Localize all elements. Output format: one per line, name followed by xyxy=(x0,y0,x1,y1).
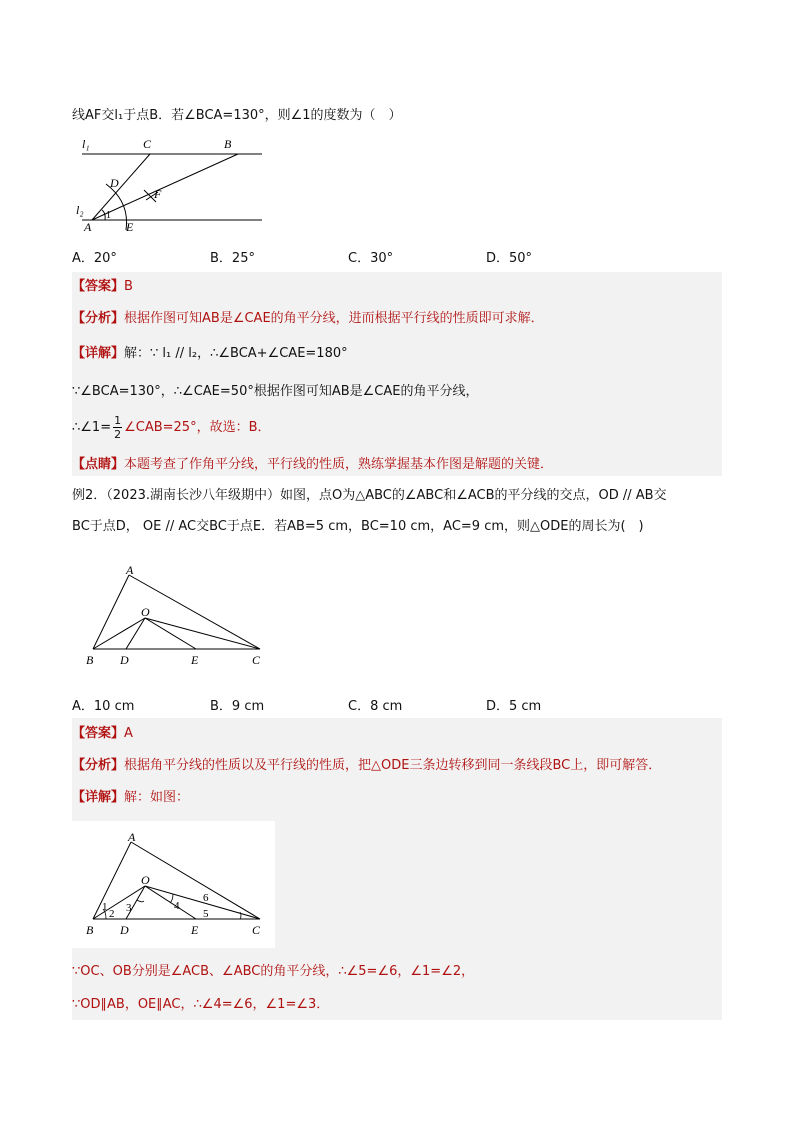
label-o: O xyxy=(141,605,150,619)
label-b: B xyxy=(224,137,232,151)
q1-stem: 线AF交l₁于点B．若∠BCA=130°，则∠1的度数为（ ） xyxy=(72,108,402,123)
q1-option-d[interactable]: D．50° xyxy=(486,251,533,266)
q2-figure xyxy=(80,560,270,670)
q2-detail-2: ∵OC、OB分别是∠ACB、∠ABC的角平分线，∴∠5=∠6，∠1=∠2， xyxy=(72,964,475,979)
q1-figure xyxy=(72,134,272,234)
label-c: C xyxy=(143,137,152,151)
q1-answer: 【答案】B xyxy=(72,279,133,294)
q1-solution-block xyxy=(72,272,722,476)
q2-detail-figure xyxy=(80,828,270,943)
label-l1: l₁ xyxy=(82,137,90,151)
label-l2: l₂ xyxy=(76,203,84,217)
q2-option-c[interactable]: C．8 cm xyxy=(348,699,403,714)
label-angle-1: 1 xyxy=(106,210,111,221)
label-d: D xyxy=(120,923,129,937)
label-c: C xyxy=(252,653,261,667)
label-a: A xyxy=(126,563,134,577)
label-e: E xyxy=(191,923,199,937)
label-a: A xyxy=(84,220,92,234)
q1-detail-1: 【详解】解：∵ l₁ // l₂，∴∠BCA+∠CAE=180° xyxy=(72,346,348,361)
segment-oe xyxy=(145,618,196,649)
segment-oc xyxy=(145,618,260,649)
segment-ac xyxy=(92,154,150,220)
segment-od xyxy=(126,618,145,649)
angle-label-4: 4 xyxy=(174,900,180,912)
angle-label-1: 1 xyxy=(102,901,108,913)
q2-detail-1: 【详解】解：如图： xyxy=(72,790,190,805)
label-b: B xyxy=(86,923,94,937)
q1-option-a[interactable]: A．20° xyxy=(72,251,117,266)
angle-label-6: 6 xyxy=(203,892,209,904)
q1-option-b[interactable]: B．25° xyxy=(210,251,255,266)
label-d: D xyxy=(110,176,119,190)
q1-detail-3: ∴∠1= $\frac{1}{2}$ ∠CAB=25°，故选：B． xyxy=(72,414,271,441)
q1-analysis: 【分析】根据作图可知AB是∠CAE的角平分线，进而根据平行线的性质即可求解． xyxy=(72,311,544,326)
q2-detail-3: ∵OD∥AB，OE∥AC，∴∠4=∠6，∠1=∠3． xyxy=(72,997,330,1012)
angle-label-5: 5 xyxy=(203,908,209,920)
arc-de xyxy=(106,184,127,230)
label-b: B xyxy=(86,653,94,667)
label-e: E xyxy=(126,220,134,234)
q2-answer: 【答案】A xyxy=(72,726,133,741)
label-d: D xyxy=(120,653,129,667)
q2-stem-line-2: BC于点D， OE // AC交BC于点E．若AB=5 cm，BC=10 cm，AC=9 cm，则△ODE的周长为( ) xyxy=(72,519,644,534)
angle-label-3: 3 xyxy=(126,902,132,914)
q2-option-b[interactable]: B．9 cm xyxy=(210,699,265,714)
angle-label-2: 2 xyxy=(109,908,115,920)
fraction-one-half: $\frac{1}{2}$ xyxy=(114,414,122,441)
label-f: F xyxy=(154,187,162,201)
label-e: E xyxy=(191,653,199,667)
q1-comment: 【点睛】本题考查了作角平分线，平行线的性质，熟练掌握基本作图是解题的关键． xyxy=(72,457,554,472)
label-a: A xyxy=(128,830,136,844)
q2-options xyxy=(72,695,722,713)
q2-option-d[interactable]: D．5 cm xyxy=(486,699,542,714)
q2-analysis: 【分析】根据角平分线的性质以及平行线的性质，把△ODE三条边转移到同一条线段BC上，即可解答． xyxy=(72,758,662,773)
q2-option-a[interactable]: A．10 cm xyxy=(72,699,135,714)
label-o: O xyxy=(141,873,150,887)
q2-stem-line-1: 例2．（2023.湖南长沙八年级期中）如图，点O为△ABC的∠ABC和∠ACB的平分线的交点，OD // AB交 xyxy=(72,488,667,503)
q1-detail-2: ∵∠BCA=130°，∴∠CAE=50°根据作图可知AB是∠CAE的角平分线， xyxy=(72,384,479,399)
label-c: C xyxy=(252,923,261,937)
q1-option-c[interactable]: C．30° xyxy=(348,251,394,266)
q1-options xyxy=(72,247,722,265)
